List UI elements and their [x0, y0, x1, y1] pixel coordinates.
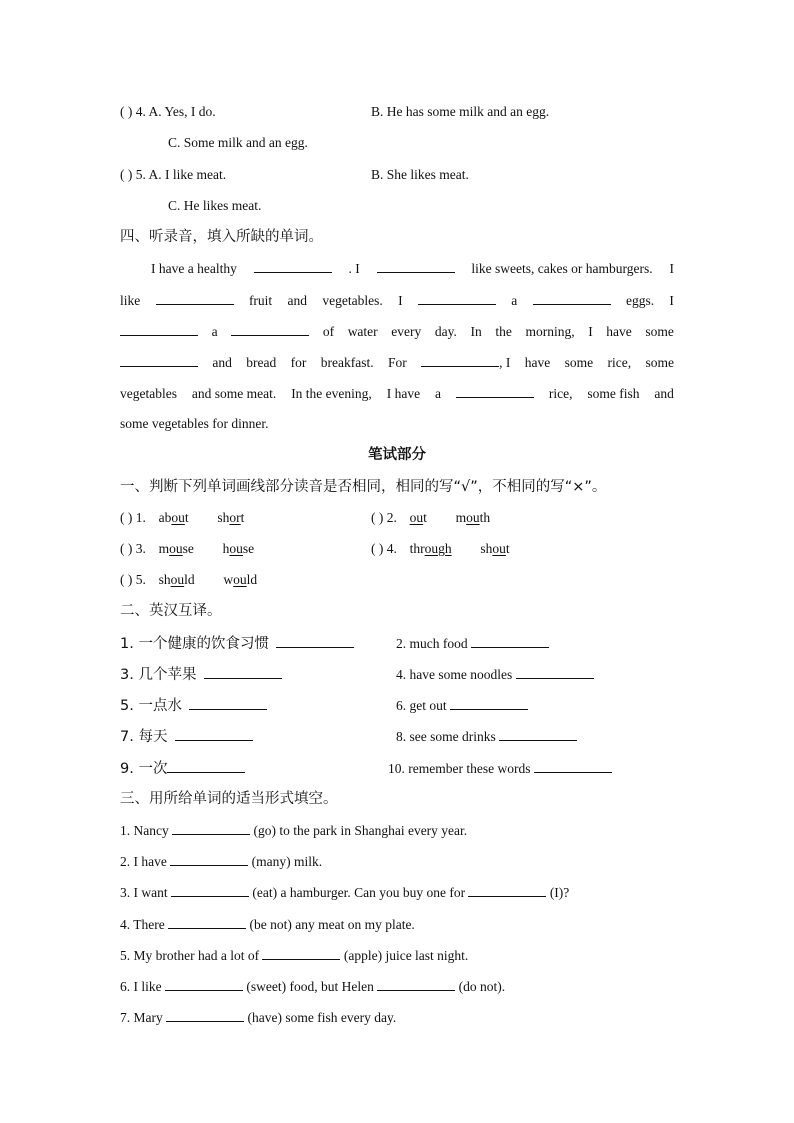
item-text: (sweet) food, but Helen	[246, 979, 374, 994]
cloze-text: like sweets, cakes or hamburgers.	[471, 261, 653, 276]
cloze-blank[interactable]	[254, 259, 332, 273]
phonics-item-3	[120, 540, 254, 558]
cloze-text: like	[120, 293, 141, 308]
cloze-text: some fish	[587, 386, 640, 401]
cloze-blank[interactable]	[377, 259, 455, 273]
item-text: 5. 一点水	[120, 698, 182, 714]
cloze-text: I	[669, 261, 674, 276]
cloze-text: have	[524, 355, 551, 370]
item-text: (be not) any meat on my plate.	[249, 917, 415, 932]
fill-form-heading: 三、用所给单词的适当形式填空。	[120, 791, 338, 807]
word-mouth	[456, 510, 491, 525]
cloze-text: In the evening,	[291, 386, 372, 401]
cloze-line-2	[120, 291, 674, 310]
cloze-blank[interactable]	[456, 384, 534, 398]
mc-q4-option-a: ( ) 4. A. Yes, I do.	[120, 104, 216, 119]
word-part: ld	[246, 572, 258, 587]
cloze-text: and some meat.	[191, 386, 277, 401]
answer-blank[interactable]	[168, 915, 246, 929]
answer-blank[interactable]	[276, 634, 354, 648]
word-out	[410, 510, 427, 525]
item-text: (eat) a hamburger. Can you buy one for	[252, 885, 466, 900]
item-text: 3. 几个苹果	[120, 667, 197, 683]
item-number: ( ) 4.	[371, 541, 397, 556]
item-text: (do not).	[458, 979, 506, 994]
cloze-text: have	[606, 324, 632, 339]
item-text: 10. remember these words	[388, 761, 531, 776]
cloze-text: and	[212, 355, 232, 370]
cloze-text: a	[511, 293, 518, 308]
word-part: se	[242, 541, 255, 556]
item-text: 5. My brother had a lot of	[120, 948, 260, 963]
translation-item-6	[396, 696, 528, 715]
answer-blank[interactable]	[171, 883, 249, 897]
item-number: ( ) 1.	[120, 510, 146, 525]
answer-blank[interactable]	[167, 759, 245, 773]
cloze-blank[interactable]	[418, 291, 496, 305]
cloze-line-4	[120, 353, 674, 372]
item-text: (have) some fish every day.	[247, 1010, 397, 1025]
cloze-text: day.	[434, 324, 457, 339]
word-mouse	[159, 541, 194, 556]
fill-item-2	[120, 852, 322, 871]
mc-q5-option-b: B. She likes meat.	[371, 167, 469, 182]
cloze-blank-group	[421, 353, 510, 372]
cloze-text: I have a healthy	[151, 261, 237, 276]
underlined-part: ou	[229, 541, 243, 556]
fill-item-7	[120, 1008, 396, 1027]
fill-item-4	[120, 915, 415, 934]
cloze-text: I have	[386, 386, 421, 401]
cloze-blank[interactable]	[120, 353, 198, 367]
underlined-part: ou	[170, 572, 185, 587]
item-text: 1. 一个健康的饮食习惯	[120, 636, 269, 652]
cloze-text: water	[347, 324, 378, 339]
item-text: (many) milk.	[251, 854, 323, 869]
word-part: sh	[480, 541, 493, 556]
cloze-text: a	[211, 324, 218, 339]
cloze-text: the	[495, 324, 512, 339]
answer-blank[interactable]	[262, 946, 340, 960]
cloze-text: some	[645, 324, 674, 339]
word-house	[223, 541, 255, 556]
item-text: 8. see some drinks	[396, 729, 496, 744]
phonics-item-4	[371, 540, 510, 558]
translation-item-3	[120, 665, 282, 684]
word-about	[159, 510, 189, 525]
word-part: t	[505, 541, 510, 556]
item-text: 2. I have	[120, 854, 167, 869]
item-text: 1. Nancy	[120, 823, 169, 838]
cloze-text: rice,	[607, 355, 632, 370]
cloze-text: I	[669, 293, 674, 308]
underlined-part: ou	[169, 541, 183, 556]
answer-blank[interactable]	[172, 821, 250, 835]
answer-blank[interactable]	[468, 883, 546, 897]
item-text: 6. get out	[396, 698, 447, 713]
cloze-text: and	[287, 293, 308, 308]
cloze-text: , I	[499, 355, 511, 370]
underlined-part: ou	[233, 572, 247, 587]
word-part: sh	[217, 510, 230, 525]
answer-blank[interactable]	[499, 727, 577, 741]
answer-blank[interactable]	[377, 977, 455, 991]
underlined-part: ou	[466, 510, 480, 525]
translation-item-10	[388, 759, 612, 778]
phonics-item-2	[371, 509, 490, 527]
translation-item-4	[396, 665, 594, 684]
translation-item-1	[120, 634, 354, 653]
item-text: 4. have some noodles	[396, 667, 513, 682]
word-part: sh	[158, 572, 171, 587]
cloze-text: bread	[246, 355, 277, 370]
cloze-text: of	[322, 324, 335, 339]
cloze-text: . I	[348, 261, 360, 276]
underlined-part: or	[229, 510, 241, 525]
item-number: ( ) 5.	[120, 572, 146, 587]
word-part: t	[423, 510, 427, 525]
fill-item-6	[120, 977, 505, 996]
cloze-text: vegetables.	[322, 293, 383, 308]
fill-item-1	[120, 821, 467, 840]
translation-item-2	[396, 634, 549, 653]
translation-item-5	[120, 696, 267, 715]
written-part-title: 笔试部分	[368, 447, 426, 463]
word-part: t	[240, 510, 245, 525]
cloze-text: every	[391, 324, 422, 339]
underlined-part: ou	[409, 510, 424, 525]
word-through	[410, 541, 452, 556]
answer-blank[interactable]	[534, 759, 612, 773]
cloze-text: I	[398, 293, 403, 308]
underlined-part: ou	[171, 510, 185, 525]
answer-blank[interactable]	[170, 852, 248, 866]
word-part: m	[455, 510, 467, 525]
cloze-text: eggs.	[625, 293, 655, 308]
word-should	[159, 572, 195, 587]
item-text: 9. 一次	[120, 761, 168, 777]
translation-heading: 二、英汉互译。	[120, 603, 222, 619]
phonics-item-1	[120, 509, 244, 527]
cloze-blank[interactable]	[156, 291, 234, 305]
word-would	[223, 572, 257, 587]
fill-item-5	[120, 946, 468, 965]
word-part: ab	[158, 510, 172, 525]
cloze-text: I	[588, 324, 593, 339]
answer-blank[interactable]	[165, 977, 243, 991]
cloze-text: rice,	[548, 386, 573, 401]
cloze-blank[interactable]	[421, 353, 499, 367]
underlined-part: ough	[424, 541, 452, 556]
cloze-text: For	[387, 355, 407, 370]
item-text: 7. 每天	[120, 729, 168, 745]
cloze-text: morning,	[525, 324, 575, 339]
mc-q5-option-c: C. He likes meat.	[168, 198, 262, 213]
answer-blank[interactable]	[175, 727, 253, 741]
answer-blank[interactable]	[516, 665, 594, 679]
listen-heading: 四、听录音，填入所缺的单词。	[120, 229, 323, 245]
cloze-text: and	[654, 386, 674, 401]
word-part: thr	[409, 541, 425, 556]
word-part: m	[158, 541, 170, 556]
underlined-part: ou	[492, 541, 506, 556]
item-text: 2. much food	[396, 636, 468, 651]
word-part: h	[222, 541, 230, 556]
item-text: 3. I want	[120, 885, 168, 900]
cloze-text: In	[470, 324, 482, 339]
mc-q4-option-b: B. He has some milk and an egg.	[371, 104, 550, 119]
cloze-text: breakfast.	[320, 355, 374, 370]
cloze-line-6: some vegetables for dinner.	[120, 416, 269, 431]
item-text: (apple) juice last night.	[343, 948, 469, 963]
translation-item-9	[120, 759, 245, 778]
item-text: 4. There	[120, 917, 165, 932]
cloze-line-5	[120, 384, 674, 403]
answer-blank[interactable]	[166, 1008, 244, 1022]
translation-item-8	[396, 727, 577, 746]
cloze-blank[interactable]	[231, 322, 309, 336]
answer-blank[interactable]	[204, 665, 282, 679]
word-part: t	[184, 510, 189, 525]
cloze-line-3	[120, 322, 674, 341]
cloze-blank[interactable]	[120, 322, 198, 336]
cloze-blank[interactable]	[533, 291, 611, 305]
mc-q4-option-c: C. Some milk and an egg.	[168, 135, 308, 150]
cloze-text: fruit	[248, 293, 273, 308]
answer-blank[interactable]	[471, 634, 549, 648]
cloze-text: some	[645, 355, 674, 370]
word-shout	[480, 541, 509, 556]
mc-q5-option-a: ( ) 5. A. I like meat.	[120, 167, 227, 182]
phonics-heading: 一、判断下列单词画线部分读音是否相同，相同的写“√”，不相同的写“×”。	[120, 479, 607, 495]
cloze-text: a	[435, 386, 441, 401]
word-part: se	[182, 541, 194, 556]
item-number: ( ) 3.	[120, 541, 146, 556]
word-part: w	[223, 572, 234, 587]
word-part: th	[479, 510, 491, 525]
word-part: ld	[184, 572, 195, 587]
answer-blank[interactable]	[450, 696, 528, 710]
item-text: (I)?	[549, 885, 570, 900]
word-short	[217, 510, 244, 525]
cloze-line-1	[151, 259, 674, 278]
answer-blank[interactable]	[189, 696, 267, 710]
item-text: 6. I like	[120, 979, 162, 994]
item-number: ( ) 2.	[371, 510, 397, 525]
cloze-text: some	[564, 355, 594, 370]
translation-item-7	[120, 727, 253, 746]
phonics-item-5	[120, 571, 257, 589]
fill-item-3	[120, 883, 569, 902]
cloze-text: vegetables	[120, 386, 177, 401]
item-text: (go) to the park in Shanghai every year.	[253, 823, 468, 838]
item-text: 7. Mary	[120, 1010, 163, 1025]
cloze-text: for	[290, 355, 307, 370]
